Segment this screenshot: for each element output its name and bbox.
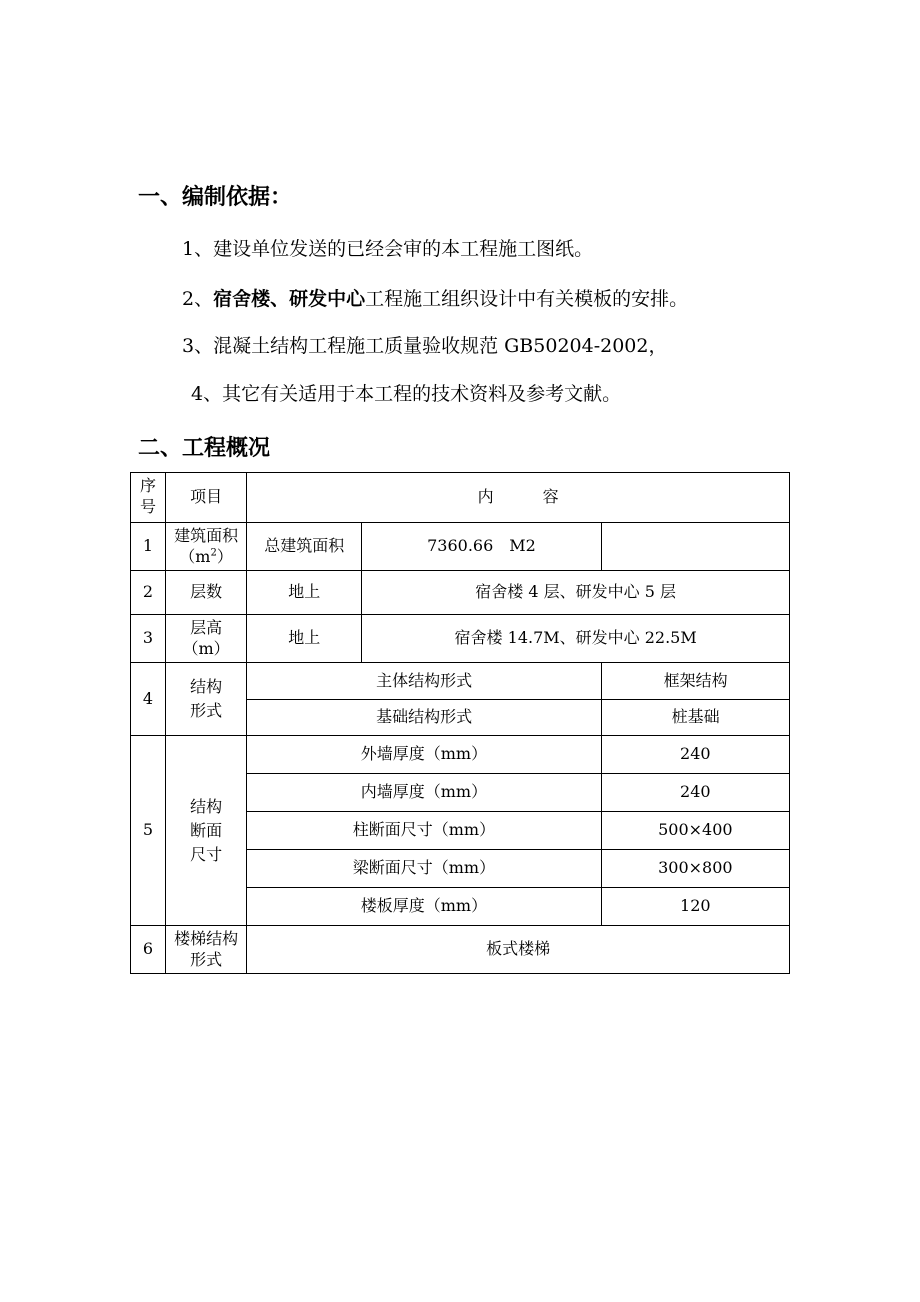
row5-label-3: 柱断面尺寸（mm） [247, 812, 602, 850]
row3-item: 层高（m） [166, 615, 247, 663]
row6-item: 楼梯结构形式 [166, 926, 247, 974]
header-content [247, 473, 790, 523]
row4-seq: 4 [131, 663, 166, 736]
table-row [131, 615, 790, 663]
row5-value-1: 240 [601, 736, 789, 774]
row1-sub: 总建筑面积 [247, 523, 362, 571]
header-item: 项目 [166, 473, 247, 523]
table-row [131, 523, 790, 571]
header-content-b: 容 [542, 487, 559, 507]
table-row [131, 736, 790, 774]
row5-value-2: 240 [601, 774, 789, 812]
row4-sub-2 [247, 700, 790, 736]
basis-item-2-suffix: 工程施工组织设计中有关模板的安排。 [365, 288, 689, 310]
section1-heading: 一、编制依据： [138, 185, 293, 210]
table-row [131, 663, 790, 700]
row5-value-4: 300×800 [601, 850, 789, 888]
row1-item: 建筑面积$(m^2)$ [166, 523, 247, 571]
row4-sub-1 [247, 663, 790, 700]
row1-value: 7360.66 M2 [362, 523, 601, 571]
header-content-a: 内 [477, 487, 494, 507]
foundation-structure-label: 基础结构形式 [247, 700, 602, 735]
row3-value: 宿舍楼 14.7M、研发中心 22.5M [362, 615, 790, 663]
row2-item: 层数 [166, 571, 247, 615]
row1-seq: 1 [131, 523, 166, 571]
row5-label-1: 外墙厚度（mm） [247, 736, 602, 774]
row1-extra [601, 523, 789, 571]
row3-seq: 3 [131, 615, 166, 663]
main-structure-value: 框架结构 [663, 670, 728, 690]
main-structure-label: 主体结构形式 [247, 663, 602, 699]
table-row [131, 926, 790, 974]
row5-value-5: 120 [601, 888, 789, 926]
row5-label-4: 梁断面尺寸（mm） [247, 850, 602, 888]
row6-value: 板式楼梯 [247, 926, 790, 974]
row2-seq: 2 [131, 571, 166, 615]
project-name: 宿舍楼、研发中心 [213, 288, 366, 310]
table-row [131, 571, 790, 615]
row5-item: 结构断面尺寸 [166, 736, 247, 926]
row6-seq: 6 [131, 926, 166, 974]
row5-seq: 5 [131, 736, 166, 926]
row2-sub: 地上 [247, 571, 362, 615]
row5-value-3: 500×400 [601, 812, 789, 850]
header-seq: 序号 [131, 473, 166, 523]
row2-value: 宿舍楼 4 层、研发中心 5 层 [362, 571, 790, 615]
row4-item: 结构形式 [166, 663, 247, 736]
basis-item-2-prefix: 2、 [182, 288, 214, 310]
foundation-structure-value: 桩基础 [671, 707, 720, 727]
row5-label-2: 内墙厚度（mm） [247, 774, 602, 812]
section2-heading: 二、工程概况 [138, 436, 271, 461]
row3-sub: 地上 [247, 615, 362, 663]
table-header-row [131, 473, 790, 523]
row5-label-5: 楼板厚度（mm） [247, 888, 602, 926]
basis-item-3: 3、混凝土结构工程施工质量验收规范 GB50204-2002， [182, 335, 668, 357]
basis-item-2 [182, 284, 688, 311]
basis-item-4: 4、其它有关适用于本工程的技术资料及参考文献。 [191, 383, 622, 405]
overview-table [130, 472, 790, 974]
basis-item-1: 1、建设单位发送的已经会审的本工程施工图纸。 [182, 238, 594, 260]
